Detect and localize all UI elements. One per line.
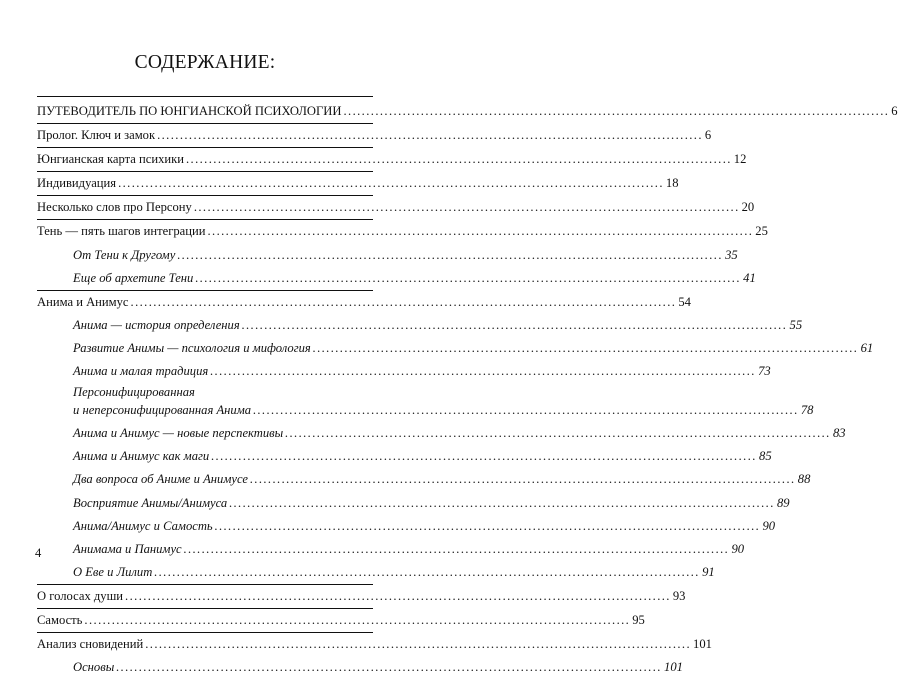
toc-entry[interactable]: [37, 290, 691, 314]
dot-leader: ........................................................................................................................: [343, 104, 890, 118]
toc-entry[interactable]: [37, 608, 645, 632]
toc-entry-page: 12: [733, 152, 747, 167]
toc-entry-title: Тень — пять шагов интеграции: [37, 224, 206, 239]
dot-leader: ........................................................................................................................: [84, 612, 631, 627]
dot-leader: ........................................................................................................................: [130, 294, 677, 309]
toc-entry-title: Несколько слов про Персону: [37, 200, 192, 215]
toc-entry-page: 83: [832, 426, 846, 441]
toc-entry-title: Анима и малая традиция: [73, 364, 209, 379]
toc-entry-page: 88: [797, 472, 811, 487]
table-of-contents: [37, 100, 898, 679]
dot-leader: ........................................................................................................................: [193, 200, 740, 215]
toc-entry-page: 35: [725, 247, 738, 262]
toc-entry-page: 101: [693, 637, 712, 652]
toc-entry-title: О Еве и Лилит: [73, 564, 153, 579]
toc-entry-title: От Тени к Другому: [73, 247, 176, 262]
toc-subentry[interactable]: [37, 656, 683, 679]
dot-leader: ........................................................................................................................: [211, 449, 758, 464]
dot-leader: ........................................................................................................................: [183, 541, 730, 556]
dot-leader: ........................................................................................................................: [210, 364, 757, 379]
dot-leader: ........................................................................................................................: [229, 495, 775, 510]
toc-subentry[interactable]: [37, 445, 772, 468]
toc-entry-title: Два вопроса об Аниме и Анимусе: [73, 472, 248, 487]
toc-entry-title: О голосах души: [37, 588, 124, 603]
dot-leader: ........................................................................................................................: [125, 588, 671, 603]
toc-entry-title: Анима — история определения: [73, 317, 240, 332]
toc-entry-title: Основы: [73, 660, 115, 675]
toc-entry-title: Пролог. Ключ и замок: [37, 128, 156, 143]
toc-entry-page: 25: [755, 224, 768, 239]
toc-entry-page: 90: [762, 518, 776, 533]
dot-leader: ........................................................................................................................: [145, 637, 692, 652]
toc-entry[interactable]: [37, 147, 747, 171]
toc-subentry[interactable]: [37, 399, 814, 422]
toc-entry[interactable]: [37, 195, 755, 219]
toc-entry-title: Анима и Анимус: [37, 294, 129, 309]
dot-leader: ........................................................................................................................: [207, 224, 754, 239]
toc-entry-page: 54: [678, 294, 691, 309]
toc-entry-page: 6: [891, 104, 898, 118]
dot-leader: ........................................................................................................................: [195, 270, 742, 285]
dot-leader: ........................................................................................................................: [118, 176, 664, 191]
page-title: СОДЕРЖАНИЕ:: [134, 52, 276, 73]
toc-entry-page: 95: [632, 612, 645, 627]
toc-entry-title: Восприятие Анимы/Анимуса: [73, 495, 228, 510]
toc-entry-page: 78: [800, 403, 814, 418]
dot-leader: ........................................................................................................................: [154, 564, 701, 579]
toc-subentry[interactable]: [37, 515, 776, 538]
toc-subentry-first-line[interactable]: [37, 383, 373, 399]
dot-leader: ........................................................................................................................: [185, 152, 732, 167]
dot-leader: ........................................................................................................................: [214, 518, 761, 533]
dot-leader: ........................................................................................................................: [312, 340, 859, 355]
toc-entry-page: 73: [758, 364, 771, 379]
dot-leader: ........................................................................................................................: [241, 317, 788, 332]
dot-leader: ........................................................................................................................: [253, 403, 799, 418]
toc-entry-title: Анализ сновидений: [37, 637, 144, 652]
toc-entry-title: Развитие Анимы — психология и мифология: [73, 340, 311, 355]
toc-entry[interactable]: [37, 100, 898, 123]
dot-leader: ........................................................................................................................: [285, 426, 831, 441]
toc-entry[interactable]: [37, 123, 712, 147]
toc-entry-page: 85: [759, 449, 772, 464]
toc-entry-title: Самость: [37, 612, 83, 627]
dot-leader: ........................................................................................................................: [249, 472, 796, 487]
toc-subentry[interactable]: [37, 267, 756, 290]
toc-entry-page: 101: [664, 660, 683, 675]
toc-entry-page: 90: [731, 541, 745, 556]
toc-entry[interactable]: [37, 584, 686, 608]
toc-entry-title: Анимама и Панимус: [73, 541, 182, 556]
toc-entry-title: Анима и Анимус как маги: [73, 449, 210, 464]
toc-subentry[interactable]: [37, 538, 745, 561]
toc-entry[interactable]: [37, 219, 768, 243]
dot-leader: ........................................................................................................................: [177, 247, 724, 262]
toc-entry-title: Анима и Анимус — новые перспективы: [73, 426, 284, 441]
toc-subentry[interactable]: [37, 468, 811, 491]
toc-entry-title: Персонифицированная: [73, 385, 195, 400]
dot-leader: ........................................................................................................................: [157, 128, 703, 143]
toc-subentry[interactable]: [37, 244, 738, 267]
toc-entry[interactable]: [37, 171, 679, 195]
toc-entry-page: 93: [672, 588, 686, 603]
toc-entry-title: Анима/Анимус и Самость: [73, 518, 213, 533]
toc-entry-title: Юнгианская карта психики: [37, 152, 184, 167]
toc-entry-page: 20: [741, 200, 755, 215]
toc-entry-page: 55: [789, 317, 803, 332]
toc-entry-title: Еще об архетипе Тени: [73, 270, 194, 285]
toc-entry-page: 18: [665, 176, 679, 191]
toc-subentry[interactable]: [37, 314, 803, 337]
toc-entry-page: 89: [777, 495, 790, 510]
toc-entry-page: 91: [702, 564, 715, 579]
toc-subentry[interactable]: [37, 337, 874, 360]
toc-entry-page: 6: [704, 128, 712, 143]
toc-entry[interactable]: [37, 632, 712, 656]
page-number: 4: [35, 546, 42, 560]
toc-entry-page: 61: [860, 340, 874, 355]
toc-subentry[interactable]: [37, 360, 771, 383]
title-rule: [37, 96, 373, 97]
toc-entry-title: Индивидуация: [37, 176, 117, 191]
toc-entry-title-continued: и неперсонифицированная Анима: [73, 403, 252, 418]
toc-subentry[interactable]: [37, 492, 790, 515]
toc-entry-page: 41: [743, 270, 756, 285]
dot-leader: ........................................................................................................................: [116, 660, 663, 675]
toc-subentry[interactable]: [37, 561, 715, 584]
toc-subentry[interactable]: [37, 422, 846, 445]
toc-entry-title: ПУТЕВОДИТЕЛЬ ПО ЮНГИАНСКОЙ ПСИХОЛОГИИ: [37, 104, 342, 118]
